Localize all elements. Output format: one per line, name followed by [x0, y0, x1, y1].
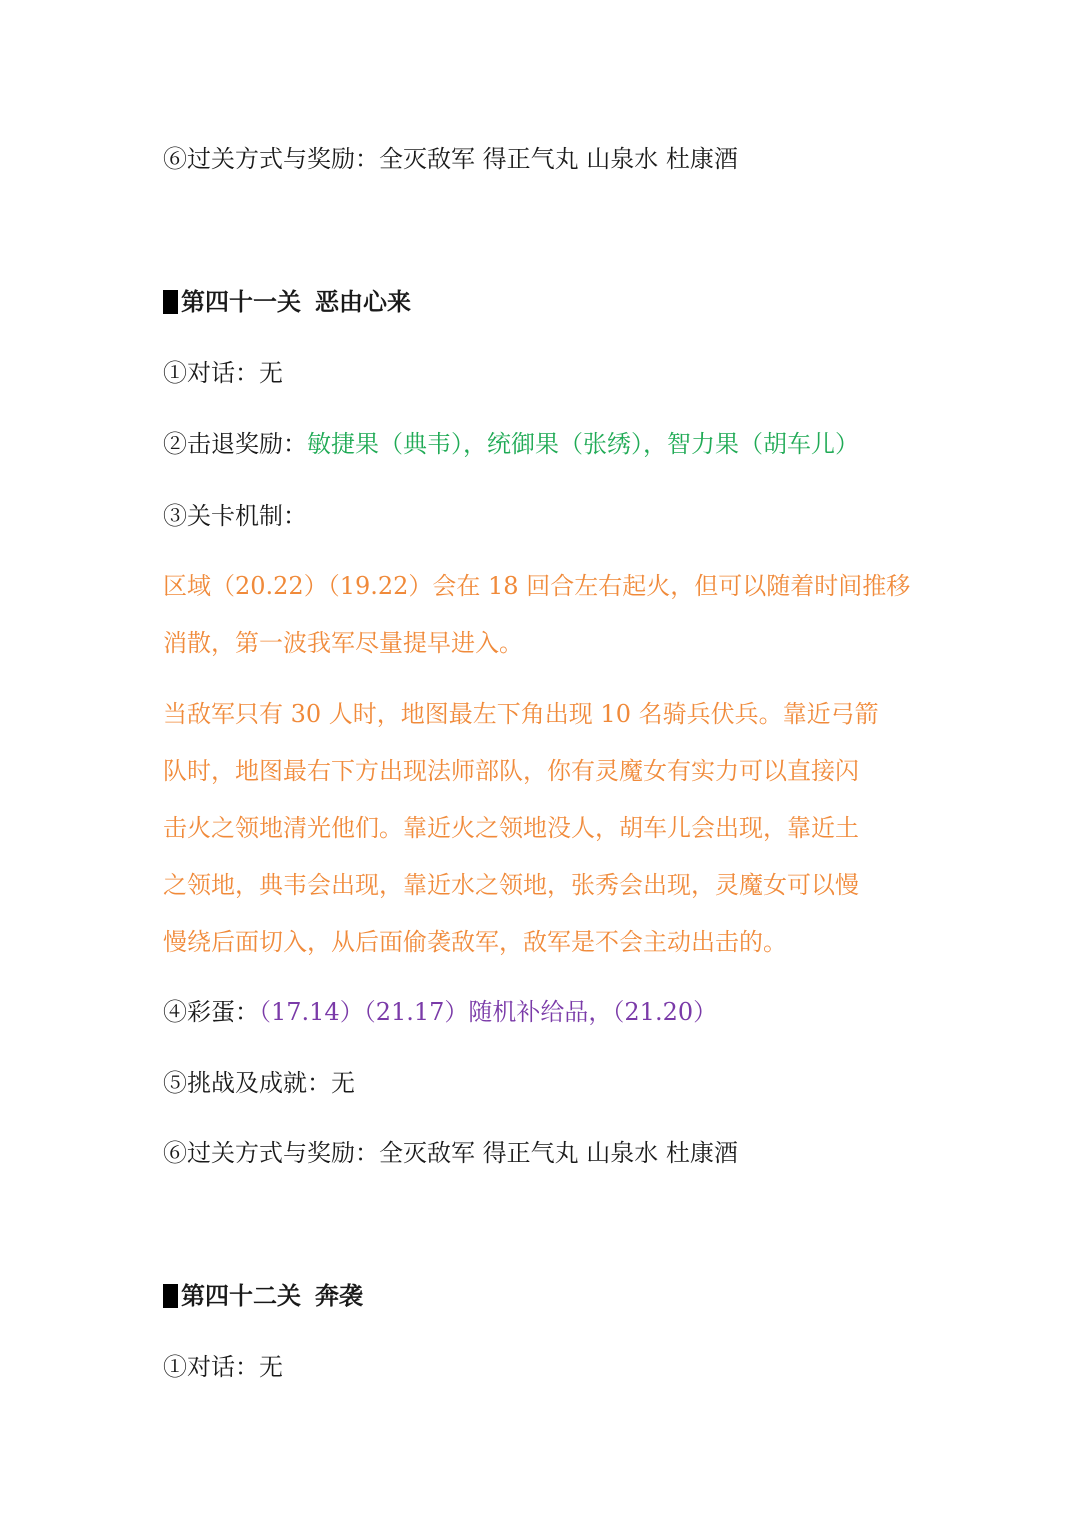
level-41-number: 第四十一关	[181, 288, 301, 316]
level-41-repel-reward-line	[163, 416, 930, 473]
clear-reward-label: ⑥过关方式与奖励：	[163, 1139, 379, 1167]
level-41-heading	[163, 282, 930, 322]
level-42-number: 第四十二关	[181, 1282, 301, 1310]
mechanism-p2-line-3: 击火之领地清光他们。靠近火之领地没人，胡车儿会出现，靠近土	[163, 814, 859, 842]
heading-bullet-icon	[163, 1284, 178, 1308]
easter-egg-label: ④彩蛋：	[163, 998, 259, 1026]
level-41-dialogue-line	[163, 345, 930, 402]
mechanism-p2-line-4: 之领地，典韦会出现，靠近水之领地，张秀会出现，灵魔女可以慢	[163, 871, 859, 899]
level-41-challenge-line	[163, 1055, 930, 1112]
mechanism-label: ③关卡机制：	[163, 502, 307, 530]
repel-reward-label: ②击退奖励：	[163, 430, 307, 458]
mechanism-p2-line-1: 当敌军只有 30 人时，地图最左下角出现 10 名骑兵伏兵。靠近弓箭	[163, 700, 879, 728]
mechanism-p1-line-1: 区域（20.22）（19.22）会在 18 回合左右起火，但可以随着时间推移	[163, 572, 911, 600]
mechanism-p2-line-5: 慢绕后面切入，从后面偷袭敌军，敌军是不会主动出击的。	[163, 928, 787, 956]
level-42-dialogue-line	[163, 1339, 930, 1396]
level-41-name: 恶由心来	[315, 288, 411, 316]
level-41-easter-egg-line	[163, 984, 930, 1041]
dialogue-value: 无	[259, 1353, 283, 1381]
prev-level-reward-line	[163, 131, 930, 188]
dialogue-label: ①对话：	[163, 359, 259, 387]
challenge-value: 无	[331, 1069, 355, 1097]
level-41-mechanism-label-line	[163, 488, 930, 545]
reward-label: ⑥过关方式与奖励：	[163, 145, 379, 173]
easter-egg-value: （17.14）（21.17）随机补给品，（21.20）	[259, 998, 718, 1026]
mechanism-p1-line-2: 消散，第一波我军尽量提早进入。	[163, 629, 523, 657]
reward-value: 全灭敌军 得正气丸 山泉水 杜康酒	[379, 145, 738, 173]
challenge-label: ⑤挑战及成就：	[163, 1069, 331, 1097]
mechanism-p2-line-2: 队时，地图最右下方出现法师部队，你有灵魔女有实力可以直接闪	[163, 757, 859, 785]
level-41-clear-reward-line	[163, 1125, 930, 1182]
clear-reward-value: 全灭敌军 得正气丸 山泉水 杜康酒	[379, 1139, 738, 1167]
dialogue-value: 无	[259, 359, 283, 387]
heading-bullet-icon	[163, 290, 178, 314]
repel-reward-value: 敏捷果（典韦），统御果（张绣），智力果（胡车儿）	[307, 430, 859, 458]
level-42-name: 奔袭	[315, 1282, 363, 1310]
dialogue-label: ①对话：	[163, 1353, 259, 1381]
level-42-heading	[163, 1276, 930, 1316]
